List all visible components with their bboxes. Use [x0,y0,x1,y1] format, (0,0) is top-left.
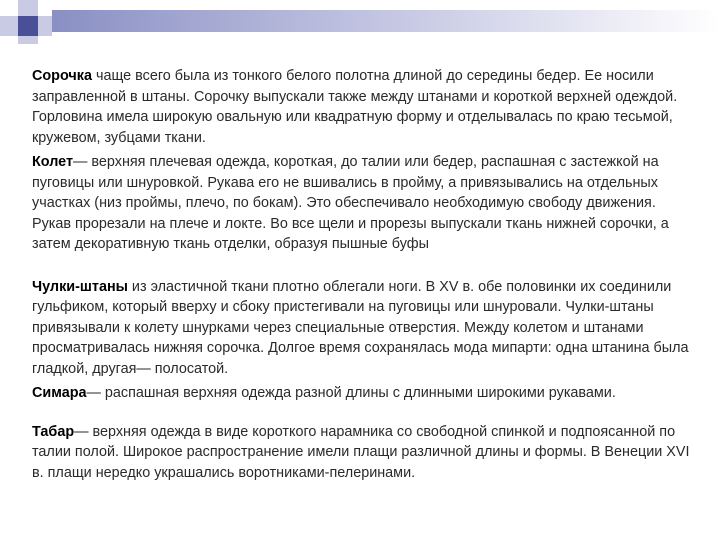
decor-square [18,0,38,16]
paragraph-text: из эластичной ткани плотно облегали ноги. В XV в. обе половинки их соединили гульфиком, который вверху и сбоку пристегивали на пуговицы или шнуровали. Чулки-штаны привязывали к колету шнурками через специальные отверстия. Между колетом и штанами просматривалась нижняя сорочка. Долгое время сохранялась мода мипарти: одна штанина была гладкой, другая— полосатой. [32,278,689,377]
paragraph-sorochka [32,66,692,148]
paragraph-text: — верхняя плечевая одежда, короткая, до талии или бедер, распашная с застежкой на пуговицы или шнуровкой. Рукава его не вшивались в пройму, а привязывались на отдельных участках (низ проймы, плечо, по бокам). Это обеспечивало необходимую свободу движения. Рукав прорезали на плече и локте. Во все щели и прорезы выпускали ткань нижней сорочки, а затем декоративную ткань отделки, образуя пышные буфы [32,154,669,252]
decor-square [18,36,38,44]
decor-square [0,16,18,36]
slide-body [32,66,692,483]
decor-square-dark [18,16,38,36]
decor-square [38,16,52,36]
paragraph-kolet [32,152,692,255]
header-gradient-band [52,10,720,32]
paragraph-text: — верхняя одежда в виде короткого нарамника со свободной спинкой и подпоясанной по талии полой. Широкое распространение имели плащи различной длины и формы. В Венеции XVI в. плащи нередко украшались воротниками-пелеринами. [32,423,690,481]
paragraph-simara [32,383,692,404]
term-chulki-shtany: Чулки-штаны [32,278,128,295]
term-kolet: Колет [32,154,74,170]
term-sorochka: Сорочка [32,68,92,84]
paragraph-text: чаще всего была из тонкого белого полотна длиной до середины бедер. Ее носили заправленной в штаны. Сорочку выпускали также между штанами и короткой верхней одеждой. Горловина имела широкую овальную или квадратную форму и отделывалась по краю тесьмой, кружевом, зубцами ткани. [32,68,678,146]
term-tabar: Табар [32,423,75,440]
paragraph-chulki [32,277,692,380]
paragraph-tabar [32,422,692,484]
header-decoration [0,0,720,42]
term-simara: Симара [32,385,87,401]
paragraph-text: — распашная верхняя одежда разной длины с длинными широкими рукавами. [86,385,616,401]
